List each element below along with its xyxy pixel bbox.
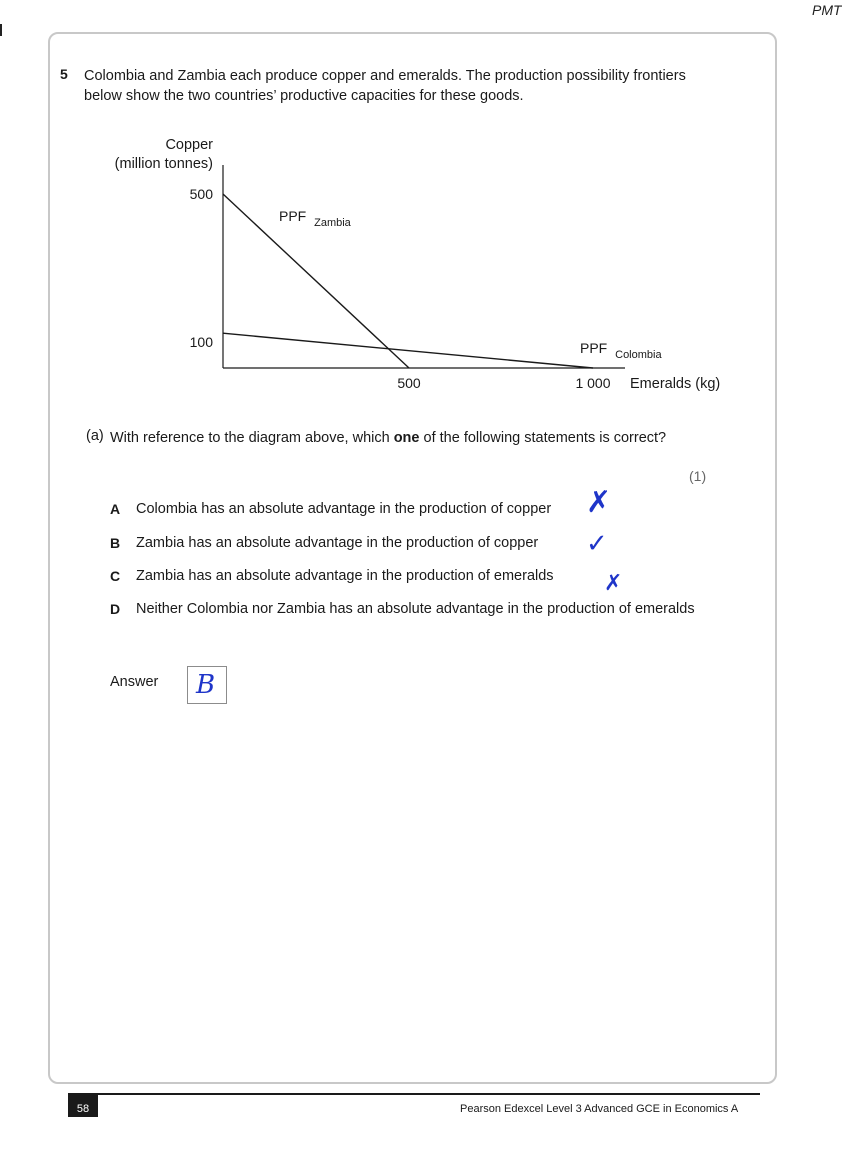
option-c-mark: ✗ (604, 570, 623, 595)
question-number: 5 (60, 66, 68, 82)
part-a-text-after: of the following statements is correct? (419, 430, 667, 446)
marks-allocation: (1) (689, 468, 707, 484)
x-tick-label-1000: 1 000 (575, 375, 611, 391)
option-c-letter: C (110, 568, 121, 584)
option-b-letter: B (110, 535, 121, 551)
ppf-colombia-label-main: PPF (580, 340, 608, 356)
ppf-zambia-label-sub: Zambia (314, 217, 351, 229)
y-tick-label-500: 500 (189, 186, 213, 202)
answer-label: Answer (110, 674, 159, 690)
part-a-text-before: With reference to the diagram above, which (110, 430, 394, 446)
ppf-zambia-label-main: PPF (279, 208, 307, 224)
footer-rule (68, 1093, 760, 1095)
y-tick-label-100: 100 (189, 334, 213, 350)
option-b-text: Zambia has an absolute advantage in the production of copper (136, 535, 539, 551)
ppf-zambia-label (279, 208, 352, 229)
option-a-text: Colombia has an absolute advantage in the production of copper (136, 501, 552, 517)
ppf-colombia-label-sub: Colombia (615, 349, 662, 361)
y-axis-label-line1: Copper (165, 137, 213, 153)
option-b-mark: ✓ (586, 528, 608, 558)
part-a-question (110, 428, 680, 448)
x-axis-label: Emeralds (kg) (630, 376, 721, 392)
page-number: 58 (68, 1095, 98, 1117)
option-d-letter: D (110, 601, 121, 617)
part-a-label: (a) (86, 428, 104, 444)
ppf-chart (0, 0, 828, 420)
option-c-text: Zambia has an absolute advantage in the production of emeralds (136, 568, 554, 584)
question-text: Colombia and Zambia each produce copper and emeralds. The production possibility frontiers below show the two countries’ productive capacities for these goods. (84, 68, 686, 104)
option-d-text: Neither Colombia nor Zambia has an absolute advantage in the production of emeralds (136, 601, 695, 617)
y-axis-label-line2: (million tonnes) (114, 156, 213, 172)
option-a-letter: A (110, 501, 121, 517)
corner-mark: PMT (812, 2, 842, 18)
footer-text: Pearson Edexcel Level 3 Advanced GCE in Economics A (460, 1103, 739, 1115)
option-a-mark: ✗ (586, 486, 612, 519)
ppf-colombia-label (580, 340, 662, 361)
part-a-text-bold: one (393, 430, 420, 446)
answer-value: B (196, 670, 216, 700)
ppf-colombia-line (223, 333, 593, 368)
x-tick-label-500: 500 (397, 375, 421, 391)
